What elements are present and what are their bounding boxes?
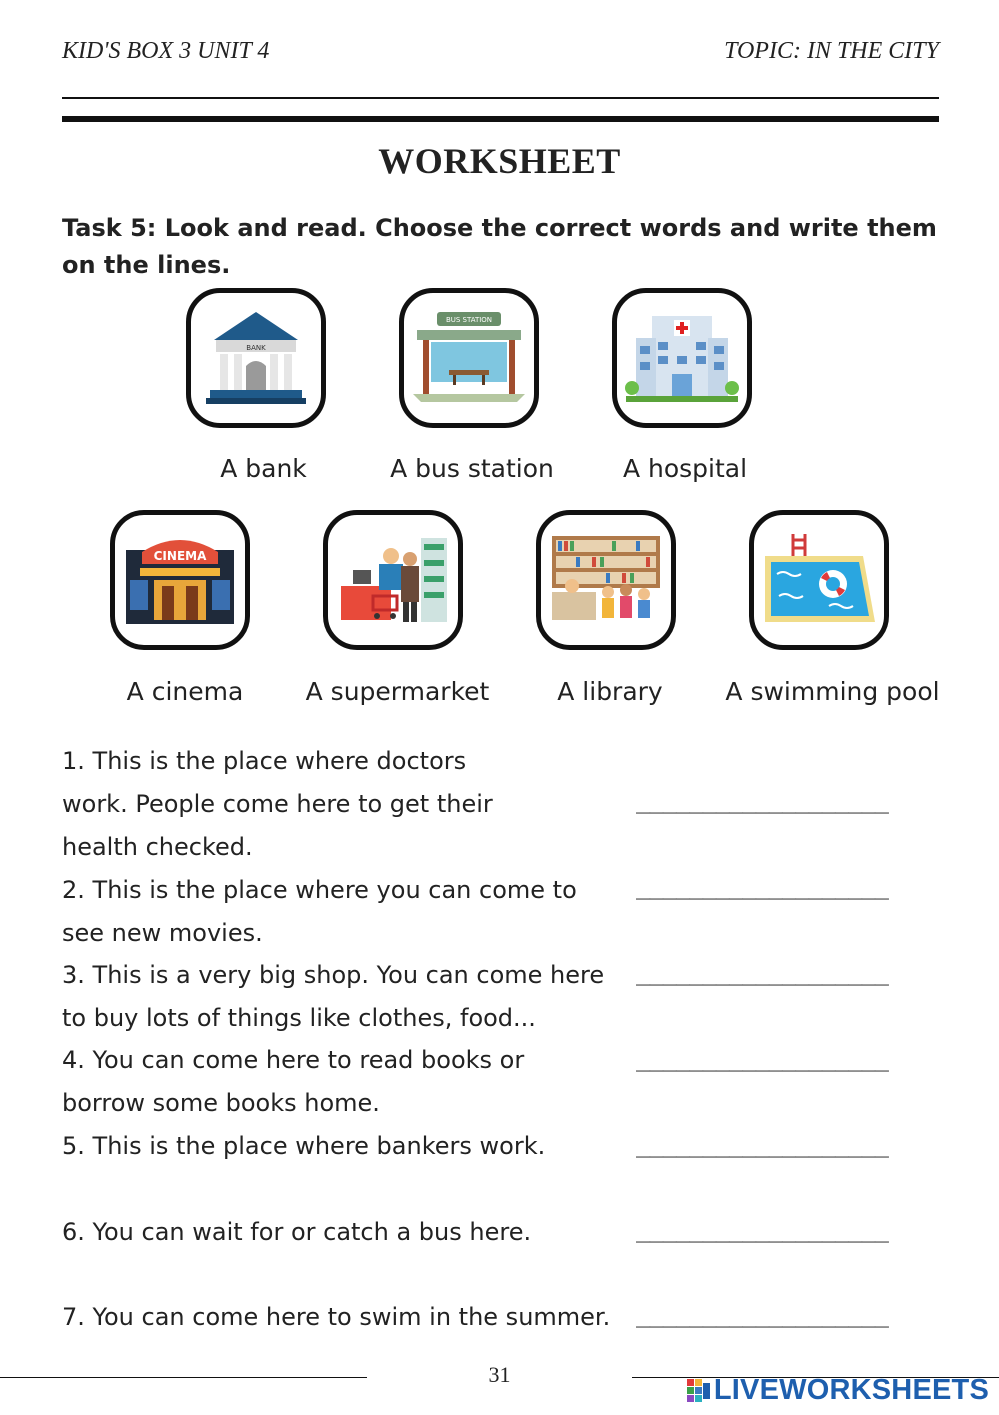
supermarket-card xyxy=(323,510,463,650)
answer-line-5[interactable]: ___________________ xyxy=(636,1130,888,1158)
library-card xyxy=(536,510,676,650)
question-5: 5. This is the place where bankers work. xyxy=(62,1132,546,1160)
place-label-library: A library xyxy=(557,677,663,706)
place-label-cinema: A cinema xyxy=(126,677,244,706)
liveworksheets-logo-icon xyxy=(687,1379,711,1403)
answer-line-1[interactable]: ___________________ xyxy=(636,786,888,814)
place-label-swimming-pool: A swimming pool xyxy=(725,677,940,706)
header-right: TOPIC: IN THE CITY xyxy=(724,38,939,64)
bank-card xyxy=(186,288,326,428)
header-divider-thin xyxy=(62,97,939,99)
question-2: 2. This is the place where you can come to see new movies. xyxy=(62,876,577,947)
bus-station-card xyxy=(399,288,539,428)
liveworksheets-brand-text: LIVEWORKSHEETS xyxy=(713,1374,989,1406)
svg-text:CINEMA: CINEMA xyxy=(153,549,207,563)
supermarket-icon xyxy=(333,530,453,630)
answer-line-6[interactable]: ___________________ xyxy=(636,1215,888,1243)
question-6: 6. You can wait for or catch a bus here. xyxy=(62,1218,532,1246)
svg-text:BUS STATION: BUS STATION xyxy=(445,316,493,324)
answer-line-3[interactable]: ___________________ xyxy=(636,958,888,986)
question-3: 3. This is a very big shop. You can come here to buy lots of things like clothes, food... xyxy=(62,961,605,1032)
page-title: WORKSHEET xyxy=(378,141,621,181)
cinema-icon xyxy=(120,530,240,630)
header-divider-thick xyxy=(62,116,939,122)
place-label-bank: A bank xyxy=(220,454,307,483)
swimming-pool-card xyxy=(749,510,889,650)
place-label-bus-station: A bus station xyxy=(390,454,554,483)
answer-line-4[interactable]: ___________________ xyxy=(636,1044,888,1072)
task-instruction: Task 5: Look and read. Choose the correct words and write them on the lines. xyxy=(62,214,937,279)
hospital-card xyxy=(612,288,752,428)
answer-line-7[interactable]: ___________________ xyxy=(636,1300,888,1328)
swimming-pool-icon xyxy=(759,530,879,630)
cinema-card xyxy=(110,510,250,650)
svg-text:BANK: BANK xyxy=(246,344,266,352)
bank-icon xyxy=(196,308,316,408)
bus-station-icon xyxy=(409,308,529,408)
question-7: 7. You can come here to swim in the summer. xyxy=(62,1303,611,1331)
place-label-hospital: A hospital xyxy=(622,454,748,483)
answer-line-2[interactable]: ___________________ xyxy=(636,872,888,900)
hospital-icon xyxy=(622,308,742,408)
question-1: 1. This is the place where doctors work. People come here to get their health checked. xyxy=(62,747,493,861)
library-icon xyxy=(546,530,666,630)
question-4: 4. You can come here to read books or borrow some books home. xyxy=(62,1046,525,1117)
liveworksheets-brand[interactable] xyxy=(687,1374,989,1407)
header-left: KID'S BOX 3 UNIT 4 xyxy=(62,38,270,64)
place-label-supermarket: A supermarket xyxy=(305,677,490,706)
page-number: 31 xyxy=(488,1362,511,1387)
